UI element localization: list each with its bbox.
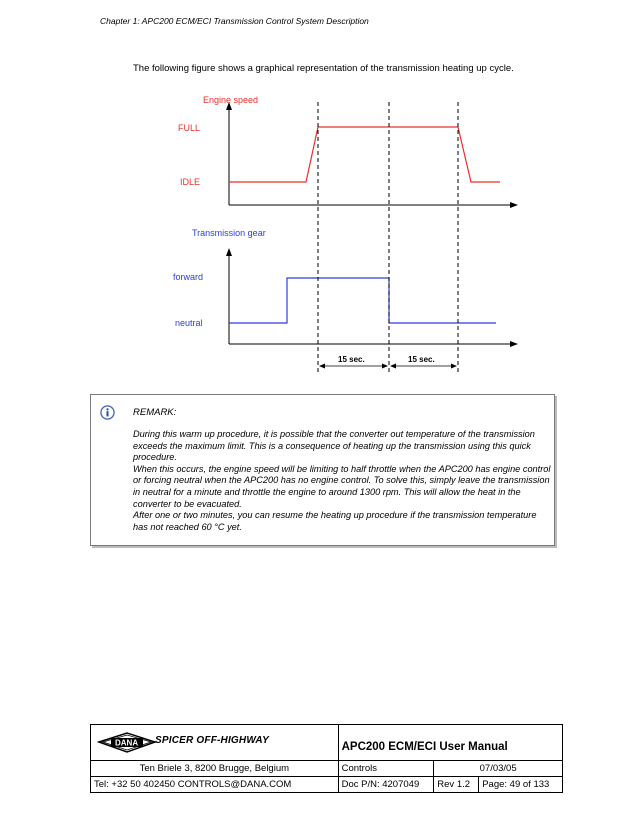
logo-tagline: SPICER OFF-HIGHWAY bbox=[155, 735, 269, 746]
footer-revision: Rev 1.2 bbox=[434, 777, 479, 793]
transmission-gear-line bbox=[229, 278, 496, 323]
footer-section: Controls bbox=[338, 761, 434, 777]
remark-paragraph: After one or two minutes, you can resume the heating up procedure if the transmission temperature has not reached 60 °C yet. bbox=[133, 510, 537, 532]
remark-paragraph: During this warm up procedure, it is possible that the converter out temperature of the transmission exceeds the maximum limit. This is a consequence of heating up the transmission using this quick procedure. bbox=[133, 429, 535, 463]
level-forward-label: forward bbox=[173, 272, 204, 282]
remark-box bbox=[90, 394, 555, 546]
svg-text:DANA: DANA bbox=[115, 738, 139, 748]
remark-title: REMARK: bbox=[133, 407, 177, 418]
interval-label-1: 15 sec. bbox=[338, 355, 365, 364]
gear-y-arrow bbox=[226, 248, 232, 256]
gear-axis-label: Transmission gear bbox=[192, 228, 266, 238]
engine-axis-label: Engine speed bbox=[203, 95, 259, 105]
footer-contact: Tel: +32 50 402450 CONTROLS@DANA.COM bbox=[91, 777, 339, 793]
footer-address: Ten Briele 3, 8200 Brugge, Belgium bbox=[91, 761, 339, 777]
intro-paragraph: The following figure shows a graphical representation of the transmission heating up cycle. bbox=[133, 63, 514, 74]
interval-label-2: 15 sec. bbox=[408, 355, 435, 364]
manual-title: APC200 ECM/ECI User Manual bbox=[338, 725, 562, 761]
heating-cycle-figure bbox=[0, 0, 638, 390]
level-idle-label: IDLE bbox=[180, 177, 201, 187]
engine-speed-line bbox=[229, 127, 500, 182]
footer-doc-number: Doc P/N: 4207049 bbox=[338, 777, 434, 793]
remark-paragraph: When this occurs, the engine speed will be limiting to half throttle when the APC200 has engine control or forcing neutral when the APC200 has no engine control. To solve this, simply leave the transmission in neutral for a minute and throttle the engine to around 1300 rpm. This will allow the heat in the converter to be evacuated. bbox=[133, 463, 551, 509]
page-footer bbox=[90, 724, 563, 793]
chapter-header: Chapter 1: APC200 ECM/ECI Transmission Control System Description bbox=[100, 16, 369, 26]
info-icon bbox=[100, 405, 115, 420]
level-neutral-label: neutral bbox=[175, 318, 203, 328]
dana-logo bbox=[91, 725, 309, 760]
gear-x-arrow bbox=[510, 341, 518, 347]
remark-body bbox=[133, 429, 553, 533]
level-full-label: FULL bbox=[178, 123, 201, 133]
footer-date: 07/03/05 bbox=[434, 761, 563, 777]
engine-x-arrow bbox=[510, 202, 518, 208]
logo-cell bbox=[91, 725, 339, 761]
footer-page: Page: 49 of 133 bbox=[479, 777, 563, 793]
